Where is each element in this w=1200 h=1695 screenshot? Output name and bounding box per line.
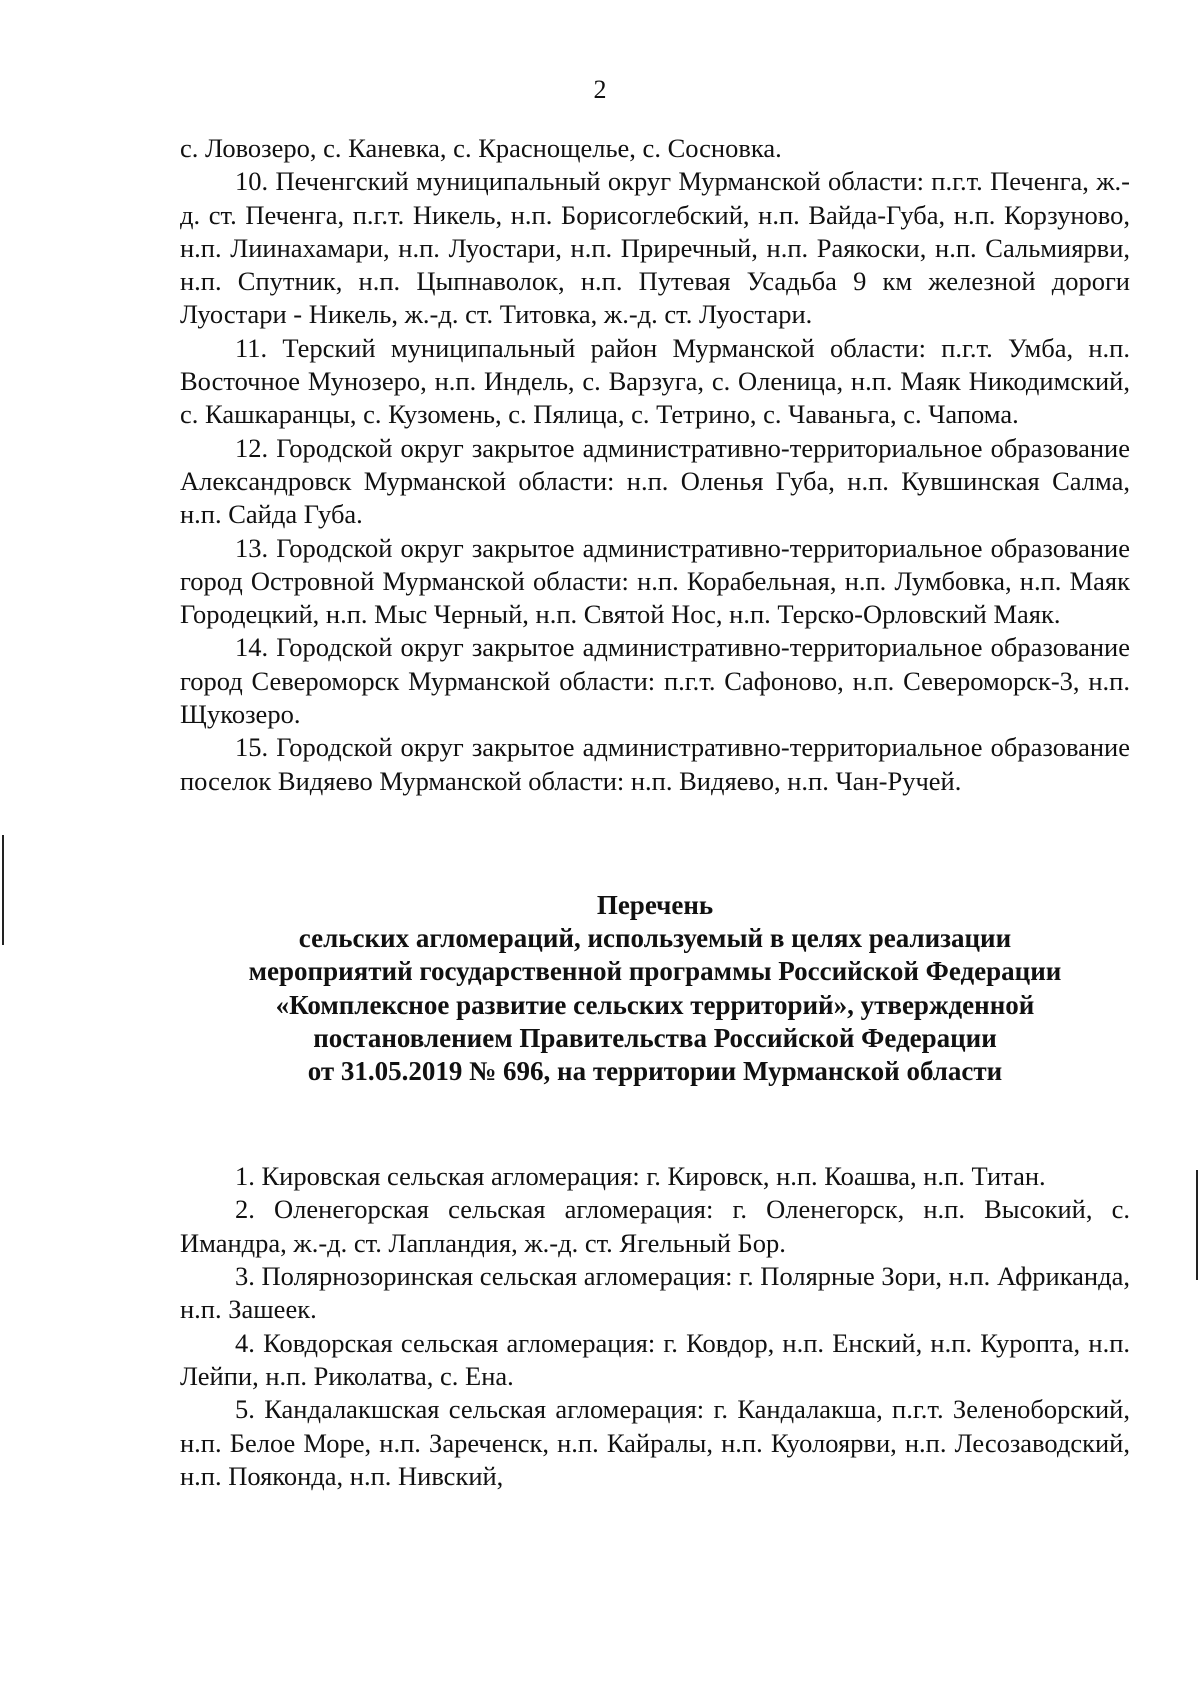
list-paragraph: 14. Городской округ закрытое административно-территориальное образование город Североморск Мурманской области: п.г.т. Сафоново, н.п. Североморск-3, н.п. Щукозеро. (180, 632, 1130, 730)
heading-line: сельских агломераций, используемый в целях реализации (298, 923, 1012, 954)
agglomerations-list (180, 1160, 1130, 1493)
list-paragraph: 3. Полярнозоринская сельская агломерация: г. Полярные Зори, н.п. Африканда, н.п. Зашеек. (180, 1261, 1130, 1325)
heading-line: Перечень (596, 889, 714, 920)
list-paragraph: 15. Городской округ закрытое административно-территориальное образование поселок Видяево Мурманской области: н.п. Видяево, н.п. Чан-Ручей. (180, 732, 1130, 796)
list-paragraph: с. Ловозеро, с. Каневка, с. Краснощелье, с. Сосновка. (180, 133, 782, 163)
list-paragraph: 5. Кандалакшская сельская агломерация: г. Кандалакша, п.г.т. Зеленоборский, н.п. Белое Море, н.п. Зареченск, н.п. Кайралы, н.п. Куолоярви, н.п. Лесозаводский, н.п. Пояконда, н.п. Нивский, (180, 1394, 1130, 1491)
heading-line: мероприятий государственной программы Российской Федерации (248, 956, 1062, 987)
list-paragraph: 11. Терский муниципальный район Мурманской области: п.г.т. Умба, н.п. Восточное Мунозеро, н.п. Индель, с. Варзуга, с. Оленица, н.п. Маяк Никодимский, с. Кашкаранцы, с. Кузомень, с. Пялица, с. Тетрино, с. Чаваньга, с. Чапома. (180, 332, 1130, 430)
heading-line: «Комплексное развитие сельских территорий», утвержденной (275, 989, 1035, 1020)
scan-edge-mark (1196, 1170, 1198, 1280)
list-paragraph: 1. Кировская сельская агломерация: г. Кировск, н.п. Коашва, н.п. Титан. (235, 1161, 1046, 1192)
heading-line: от 31.05.2019 № 696, на территории Мурманской области (307, 1055, 1003, 1086)
list-paragraph: 10. Печенгский муниципальный округ Мурманской области: п.г.т. Печенга, ж.-д. ст. Печенга, п.г.т. Никель, н.п. Борисоглебский, н.п. Вайда-Губа, н.п. Корзуново, н.п. Лиинахамари, н.п. Луостари, н.п. Приречный, н.п. Раякоски, н.п. Сальмиярви, н.п. Спутник, н.п. Цыпнаволок, н.п. Путевая Усадьба 9 км железной дороги Луостари - Никель, ж.-д. ст. Титовка, ж.-д. ст. Луостари. (180, 166, 1130, 330)
page-number: 2 (593, 75, 607, 104)
settlements-list-continued (180, 132, 1130, 798)
document-body (180, 132, 1130, 1493)
list-paragraph: 2. Оленегорская сельская агломерация: г. Оленегорск, н.п. Высокий, с. Имандра, ж.-д. ст. Лапландия, ж.-д. ст. Ягельный Бор. (180, 1194, 1130, 1258)
heading-line: постановлением Правительства Российской Федерации (313, 1022, 997, 1053)
list-paragraph: 13. Городской округ закрытое административно-территориальное образование город Островной Мурманской области: н.п. Корабельная, н.п. Лумбовка, н.п. Маяк Городецкий, н.п. Мыс Черный, н.п. Святой Нос, н.п. Терско-Орловский Маяк. (180, 532, 1130, 630)
scan-edge-mark (2, 835, 4, 945)
section-heading (180, 889, 1130, 1088)
list-paragraph: 4. Ковдорская сельская агломерация: г. Ковдор, н.п. Енский, н.п. Куропта, н.п. Лейпи, н.п. Риколатва, с. Ена. (180, 1327, 1130, 1391)
list-paragraph: 12. Городской округ закрытое административно-территориальное образование Александровск Мурманской области: н.п. Оленья Губа, н.п. Кувшинская Салма, н.п. Сайда Губа. (180, 432, 1130, 530)
